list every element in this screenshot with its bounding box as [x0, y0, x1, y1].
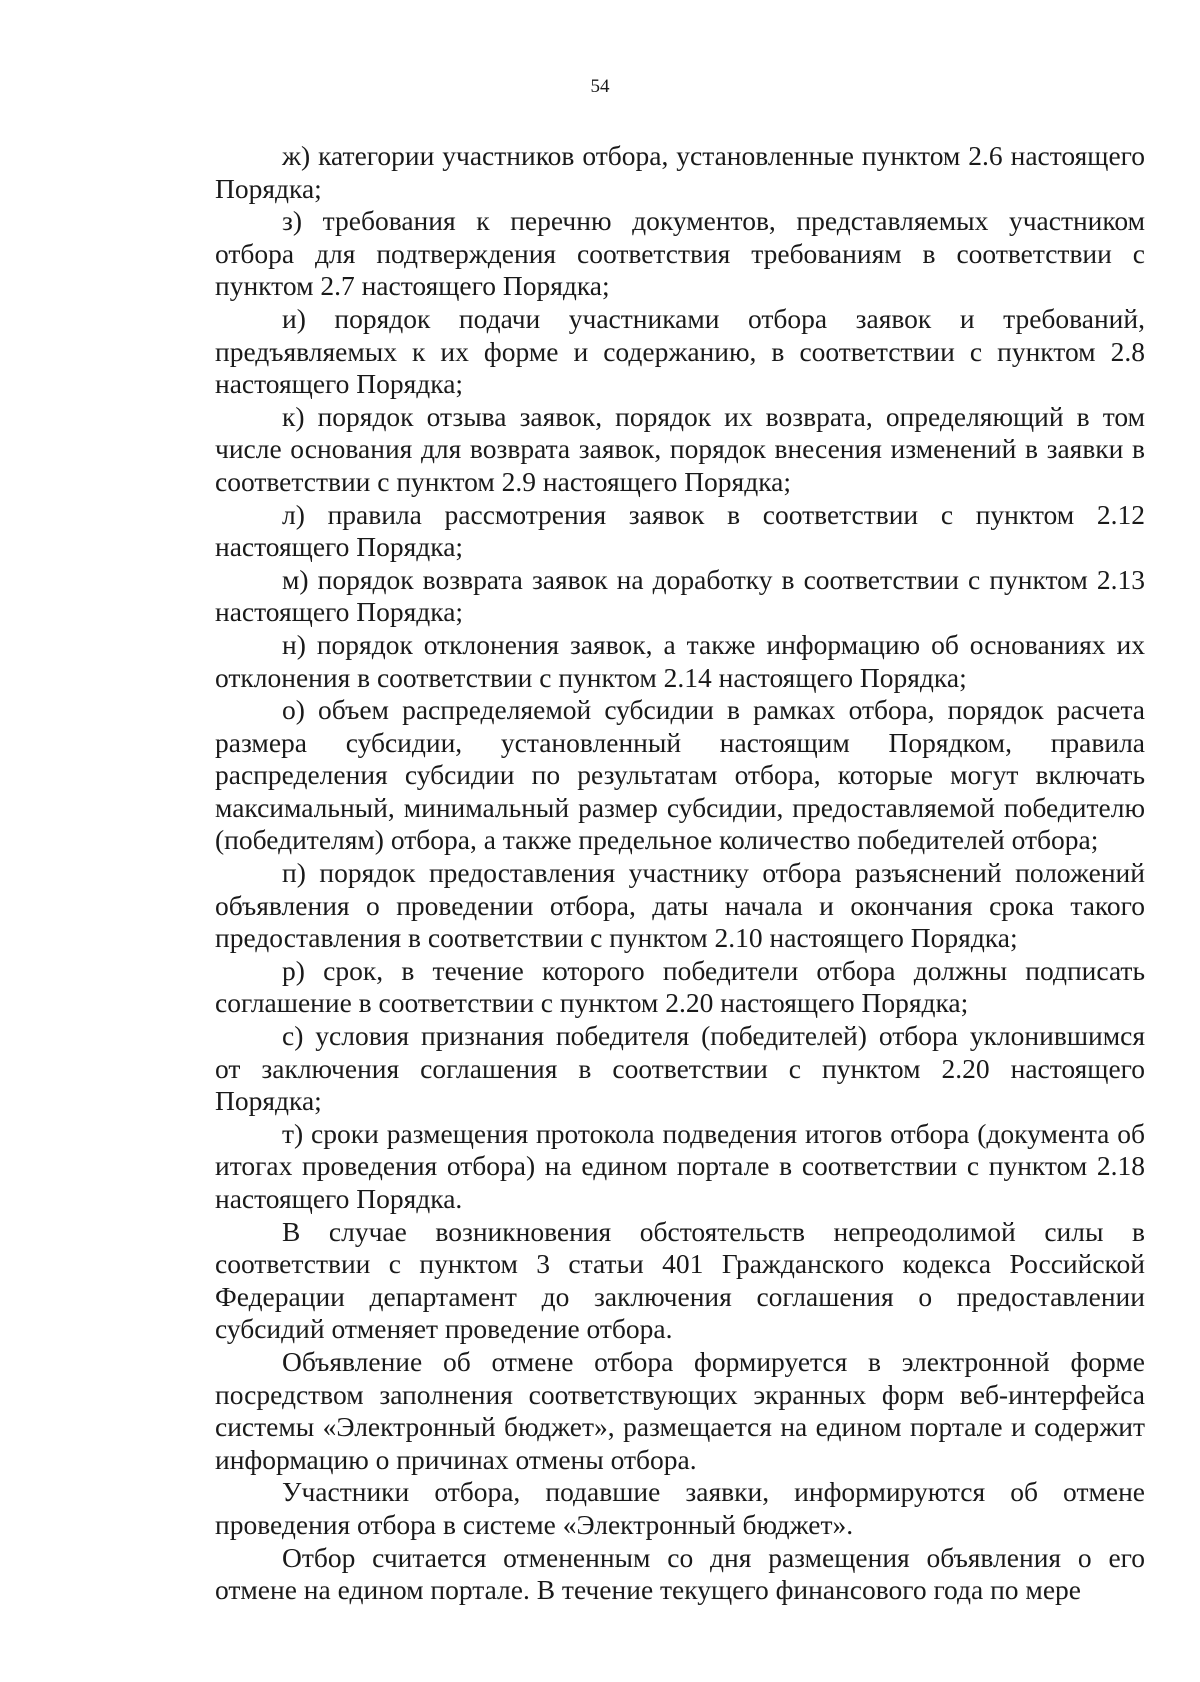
document-body	[215, 140, 1145, 1607]
paragraph-item-l: л) правила рассмотрения заявок в соответствии с пунктом 2.12 настоящего Порядка;	[215, 498, 1145, 563]
paragraph-force-majeure: В случае возникновения обстоятельств непреодолимой силы в соответствии с пунктом 3 статьи 401 Гражданского кодекса Российской Федерации департамент до заключения соглашения о предоставлении субсидий отменяет проведение отбора.	[215, 1215, 1145, 1345]
paragraph-item-k: к) порядок отзыва заявок, порядок их возврата, определяющий в том числе основания для возврата заявок, порядок внесения изменений в заявки в соответствии с пунктом 2.9 настоящего Порядка;	[215, 400, 1145, 497]
page-number: 54	[590, 76, 610, 97]
paragraph-item-z: з) требования к перечню документов, представляемых участником отбора для подтверждения соответствия требованиям в соответствии с пунктом 2.7 настоящего Порядка;	[215, 205, 1145, 302]
paragraph-item-s: с) условия признания победителя (победителей) отбора уклонившимся от заключения соглашения в соответствии с пунктом 2.20 настоящего Порядка;	[215, 1020, 1145, 1117]
paragraph-item-r: р) срок, в течение которого победители отбора должны подписать соглашение в соответствии с пунктом 2.20 настоящего Порядка;	[215, 954, 1145, 1019]
paragraph-item-p: п) порядок предоставления участнику отбора разъяснений положений объявления о проведении отбора, даты начала и окончания срока такого предоставления в соответствии с пунктом 2.10 настоящего Порядка;	[215, 857, 1145, 954]
paragraph-cancellation-notice: Объявление об отмене отбора формируется в электронной форме посредством заполнения соответствующих экранных форм веб-интерфейса системы «Электронный бюджет», размещается на едином портале и содержит информацию о причинах отмены отбора.	[215, 1345, 1145, 1475]
paragraph-participants-informed: Участники отбора, подавшие заявки, информируются об отмене проведения отбора в системе «Электронный бюджет».	[215, 1476, 1145, 1540]
paragraph-item-i: и) порядок подачи участниками отбора заявок и требований, предъявляемых к их форме и содержанию, в соответствии с пунктом 2.8 настоящего Порядка;	[215, 302, 1145, 400]
paragraph-item-zh: ж) категории участников отбора, установленные пунктом 2.6 настоящего Порядка;	[215, 140, 1145, 204]
paragraph-cancellation-effective: Отбор считается отмененным со дня размещения объявления о его отмене на едином портале. В течение текущего финансового года по мере	[215, 1541, 1145, 1606]
paragraph-item-n: н) порядок отклонения заявок, а также информацию об основаниях их отклонения в соответствии с пунктом 2.14 настоящего Порядка;	[215, 628, 1145, 693]
paragraph-item-t: т) сроки размещения протокола подведения итогов отбора (документа об итогах проведения отбора) на едином портале в соответствии с пунктом 2.18 настоящего Порядка.	[215, 1117, 1145, 1214]
paragraph-item-m: м) порядок возврата заявок на доработку в соответствии с пунктом 2.13 настоящего Порядка;	[215, 563, 1145, 628]
paragraph-item-o: о) объем распределяемой субсидии в рамках отбора, порядок расчета размера субсидии, установленный настоящим Порядком, правила распределения субсидии по результатам отбора, которые могут включать максимальный, минимальный размер субсидии, предоставляемой победителю (победителям) отбора, а также предельное количество победителей отбора;	[215, 694, 1145, 856]
